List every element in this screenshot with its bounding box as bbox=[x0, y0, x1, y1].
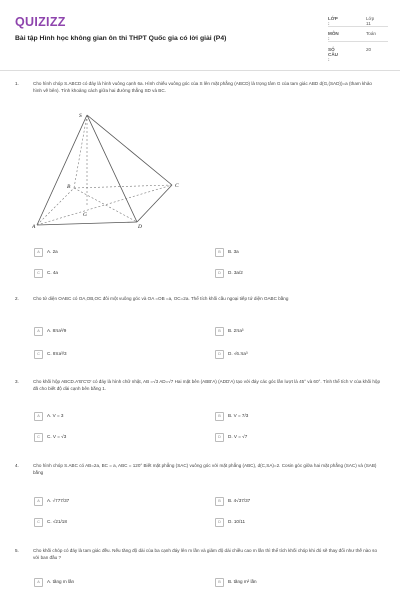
option-letter: C bbox=[34, 350, 43, 359]
meta-key: LỚP : bbox=[328, 16, 338, 26]
option-letter: B bbox=[215, 248, 224, 257]
option-text: C. 8πa³/3 bbox=[47, 351, 67, 356]
question-number: 4. bbox=[15, 463, 19, 468]
option-text: B. 3a bbox=[228, 249, 239, 254]
vertex-label-a: A bbox=[32, 224, 36, 230]
option-text: D. √6.πa³ bbox=[228, 351, 248, 356]
option-letter: C bbox=[34, 269, 43, 278]
option-letter: C bbox=[34, 518, 43, 527]
vertex-label-d: D bbox=[138, 224, 142, 230]
vertex-label-b: B bbox=[67, 184, 71, 190]
option-letter: D bbox=[215, 350, 224, 359]
option-text: A. tăng m lần bbox=[47, 579, 75, 584]
option-text: A. √777/37 bbox=[47, 498, 70, 503]
option-text: A. 2a bbox=[47, 249, 58, 254]
question-number: 2. bbox=[15, 296, 19, 301]
question-text: Cho tứ diện OABC có OA,OB,OC đôi một vuông góc và OA =OB =a, OC=2a. Thể tích khối cầu ngoại tiếp tứ diện OABC bằng bbox=[33, 296, 289, 301]
meta-key: MÔN : bbox=[328, 31, 339, 41]
option-text: B. V = 7/3 bbox=[228, 413, 249, 418]
option-text: D. 10/11 bbox=[228, 519, 246, 524]
option-letter: A bbox=[34, 497, 43, 506]
option-letter: B bbox=[215, 578, 224, 587]
meta-value: 20 bbox=[366, 47, 372, 52]
header-divider bbox=[0, 70, 400, 71]
option-letter: A bbox=[34, 248, 43, 257]
option-text: D. 3a/2 bbox=[228, 270, 243, 275]
vertex-label-s: S bbox=[79, 113, 82, 119]
option-letter: A bbox=[34, 327, 43, 336]
meta-key: SỐ CÂU : bbox=[328, 47, 338, 62]
question-number: 1. bbox=[15, 81, 19, 86]
option-text: B. 4√37/37 bbox=[228, 498, 251, 503]
question-text: Cho hình chóp S.ABCD có đáy là hình vuông cạnh 6a. Hình chiếu vuông góc của S lên mặt phẳng (ABCD) là trọng tâm G của tam giác ABD d(G,(SAD))=a (tham khảo hình vẽ bên). Tính khoảng cách giữa hai đường thẳng SD và BC. bbox=[33, 81, 372, 93]
pyramid-figure bbox=[32, 110, 182, 235]
option-text: B. 2πa³ bbox=[228, 328, 244, 333]
option-letter: D bbox=[215, 269, 224, 278]
option-text: C. 4a bbox=[47, 270, 58, 275]
option-letter: B bbox=[215, 412, 224, 421]
question-number: 5. bbox=[15, 548, 19, 553]
option-text: A. 8πa³/9 bbox=[47, 328, 67, 333]
question-text: Cho khối chóp có đáy là tam giác đều. Nếu tăng độ dài của ba cạnh đáy lên m lần và giảm độ dài chiều cao m lần thì thể tích khối chóp khi đó sẽ thay đổi như thế nào so với ban đầu ? bbox=[33, 548, 377, 560]
vertex-label-g: G bbox=[83, 212, 87, 218]
option-letter: C bbox=[34, 433, 43, 442]
option-text: A. V = 3 bbox=[47, 413, 64, 418]
option-letter: A bbox=[34, 578, 43, 587]
page-title: Bài tập Hình học không gian ôn thi THPT Quốc gia có lời giải (P4) bbox=[15, 35, 227, 42]
question-text: Cho hình chóp S.ABC có AB=2a, BC = a, ABC = 120° Biết mặt phẳng (SAC) vuông góc với mặt phẳng (ABC), d(C,SA)=2. Cosin góc giữa hai mặt phẳng (SAC) và (SAB) bằng bbox=[33, 463, 377, 475]
divider bbox=[328, 41, 388, 42]
vertex-label-c: C bbox=[175, 183, 179, 189]
option-text: C. V = √3 bbox=[47, 434, 67, 439]
option-letter: A bbox=[34, 412, 43, 421]
option-letter: D bbox=[215, 518, 224, 527]
question-text: Cho khối hộp ABCD.A'B'C'D' có đáy là hình chữ nhật, AB =√3 AD=√7 Hai mặt bên (ABB'A) (ADD'A) tạo với đáy các góc lần lượt là 45° và 60°. Tính thể tích V của khối hộp đã cho biết độ dài cạnh bên bằng 1. bbox=[33, 379, 381, 391]
option-text: B. tăng m² lần bbox=[228, 579, 257, 584]
option-letter: B bbox=[215, 327, 224, 336]
question-number: 3. bbox=[15, 379, 19, 384]
divider bbox=[328, 26, 388, 27]
quizizz-logo: QUIZIZZ bbox=[15, 15, 66, 29]
option-text: C. √21/18 bbox=[47, 519, 67, 524]
option-letter: B bbox=[215, 497, 224, 506]
option-text: D. V = √7 bbox=[228, 434, 248, 439]
meta-value: Toán bbox=[366, 31, 376, 36]
option-letter: D bbox=[215, 433, 224, 442]
meta-value: Lớp 11 bbox=[366, 16, 375, 26]
